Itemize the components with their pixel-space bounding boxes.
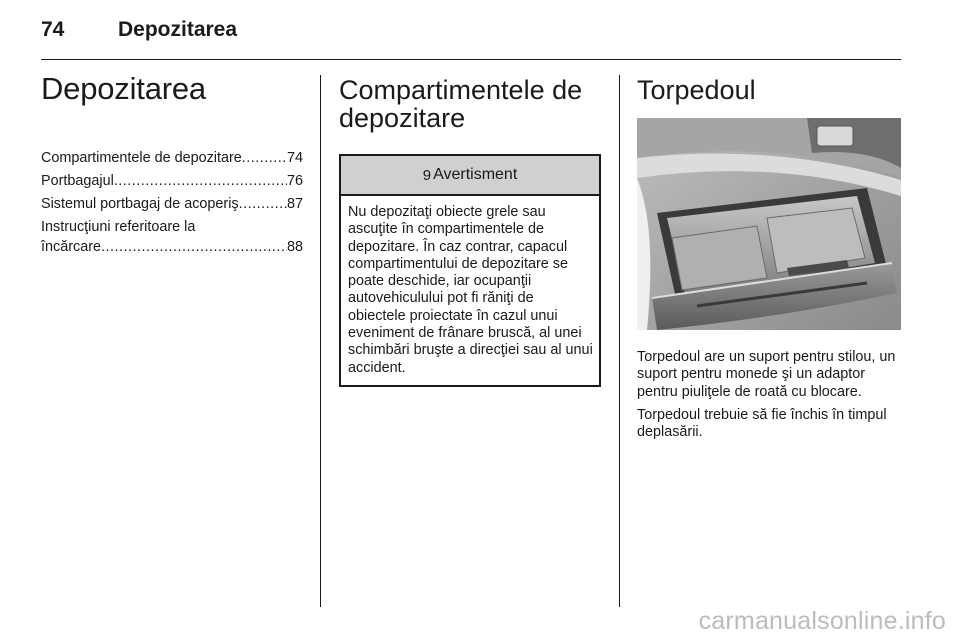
toc-entry-title: Portbagajul [41, 173, 114, 189]
toc-entry-page: 87 [286, 196, 303, 212]
table-of-contents [41, 148, 303, 257]
toc-entry-title: Sistemul portbagaj de acoperiş [41, 196, 239, 212]
toc-entry-page: 76 [286, 173, 303, 189]
column-divider-2 [619, 75, 620, 607]
column-divider-1 [320, 75, 321, 607]
toc-leader-dots [239, 194, 287, 214]
toc-entry[interactable] [41, 171, 303, 191]
section-title [339, 76, 601, 132]
warning-icon: 9 [422, 166, 432, 184]
column-glovebox [637, 76, 901, 447]
toc-entry-title: Compartimentele de depozitare [41, 150, 242, 166]
warning-header [341, 156, 599, 196]
toc-leader-dots [101, 237, 287, 257]
section-title-line2: depozitare [339, 103, 466, 133]
running-title: Depozitarea [118, 18, 238, 41]
chapter-title: Depozitarea [41, 71, 206, 106]
toc-entry[interactable] [41, 217, 303, 257]
toc-entry-page: 88 [286, 239, 303, 255]
column-toc [41, 68, 303, 260]
toc-entry[interactable] [41, 194, 303, 214]
toc-leader-dots [242, 148, 287, 168]
warning-heading: Avertisment [433, 166, 518, 183]
toc-entry-page: 74 [286, 150, 303, 166]
warning-text: Nu depozitaţi obiecte grele sau ascuţite în compartimentele de depozitare. În caz contrar, capacul compartimentului de depozitare se poate deschide, iar ocupanţii autovehiculului pot fi răniţi de obiectele proiectate în cazul unui eveniment de frânare bruscă, al unei schimbări bruşte a direcţiei sau al unui accident. [348, 204, 593, 376]
paragraph: Torpedoul are un suport pentru stilou, un suport pentru monede şi un adaptor pentru piuliţele de roată cu blocare. [637, 349, 896, 400]
toc-leader-dots [114, 171, 287, 191]
section-title-line1: Compartimentele de [339, 75, 583, 105]
header-rule [41, 59, 901, 60]
glovebox-photo [637, 118, 901, 330]
watermark: carmanualsonline.info [698, 607, 946, 635]
column-storage [339, 76, 601, 387]
toc-entry-title-cont: încărcare [41, 239, 101, 255]
section-title: Torpedoul [637, 75, 756, 105]
page-number: 74 [41, 18, 65, 41]
page-header [41, 18, 901, 48]
paragraph: Torpedoul trebuie să fie închis în timpul deplasării. [637, 406, 887, 441]
toc-entry[interactable] [41, 148, 303, 168]
glovebox-illustration [637, 118, 901, 330]
toc-entry-title: Instrucţiuni referitoare la [41, 219, 196, 235]
warning-box [339, 154, 601, 387]
